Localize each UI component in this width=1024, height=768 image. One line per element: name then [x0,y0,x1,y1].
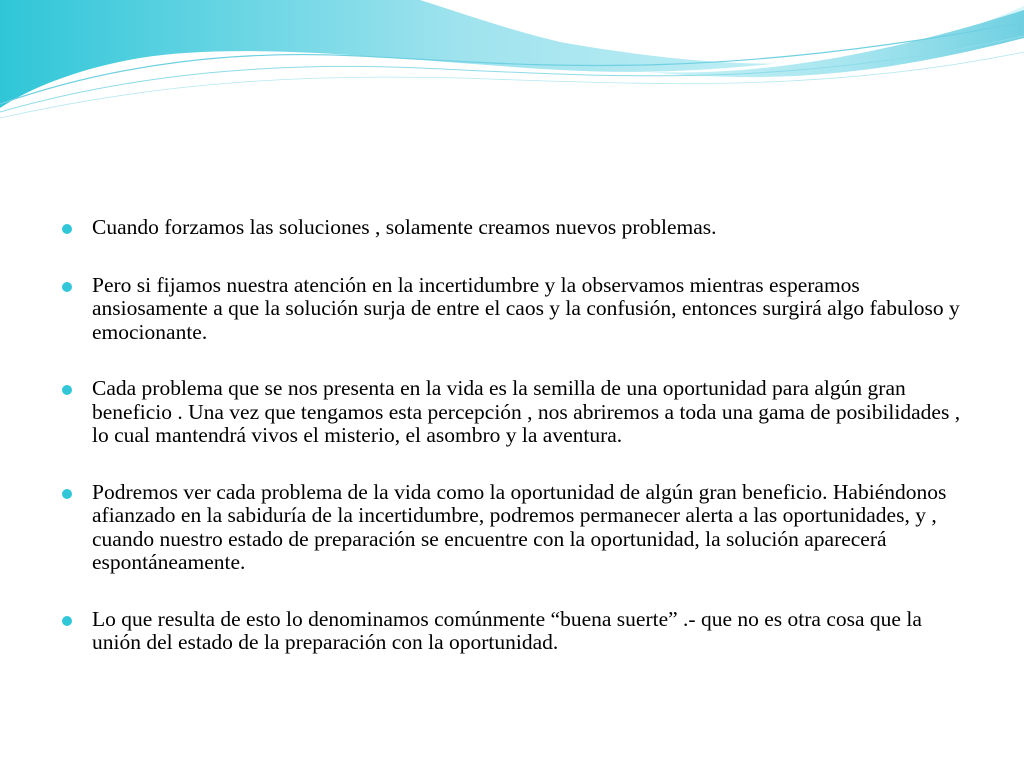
bullet-item [62,216,962,240]
bullet-text: Cada problema que se nos presenta en la vida es la semilla de una oportunidad para algún gran beneficio . Una vez que tengamos esta percepción , nos abriremos a toda una gama de posibilidades , lo cual mantendrá vivos el misterio, el asombro y la aventura. [92,376,961,447]
bullet-item [62,608,962,655]
bullet-icon [62,616,72,626]
bullet-item [62,274,962,345]
bullet-item [62,377,962,448]
bullet-list [62,216,962,677]
bullet-text: Cuando forzamos las soluciones , solamente creamos nuevos problemas. [92,215,717,239]
bullet-icon [62,282,72,292]
bullet-icon [62,385,72,395]
bullet-text: Lo que resulta de esto lo denominamos comúnmente “buena suerte” .- que no es otra cosa que la unión del estado de la preparación con la oportunidad. [92,606,922,654]
header-wave-decoration [0,0,1024,140]
bullet-icon [62,489,72,499]
bullet-item [62,481,962,575]
bullet-icon [62,224,72,234]
bullet-text: Pero si fijamos nuestra atención en la incertidumbre y la observamos mientras esperamos ansiosamente a que la solución surja de entre el caos y la confusión, entonces surgirá algo fabuloso y emocionante. [92,272,960,344]
bullet-text: Podremos ver cada problema de la vida como la oportunidad de algún gran beneficio. Habiéndonos afianzado en la sabiduría de la incertidumbre, podremos permanecer alerta a las oportunidades, y , cuando nuestro estado de preparación se encuentre con la oportunidad, la solución aparecerá espontáneamente. [92,479,947,574]
